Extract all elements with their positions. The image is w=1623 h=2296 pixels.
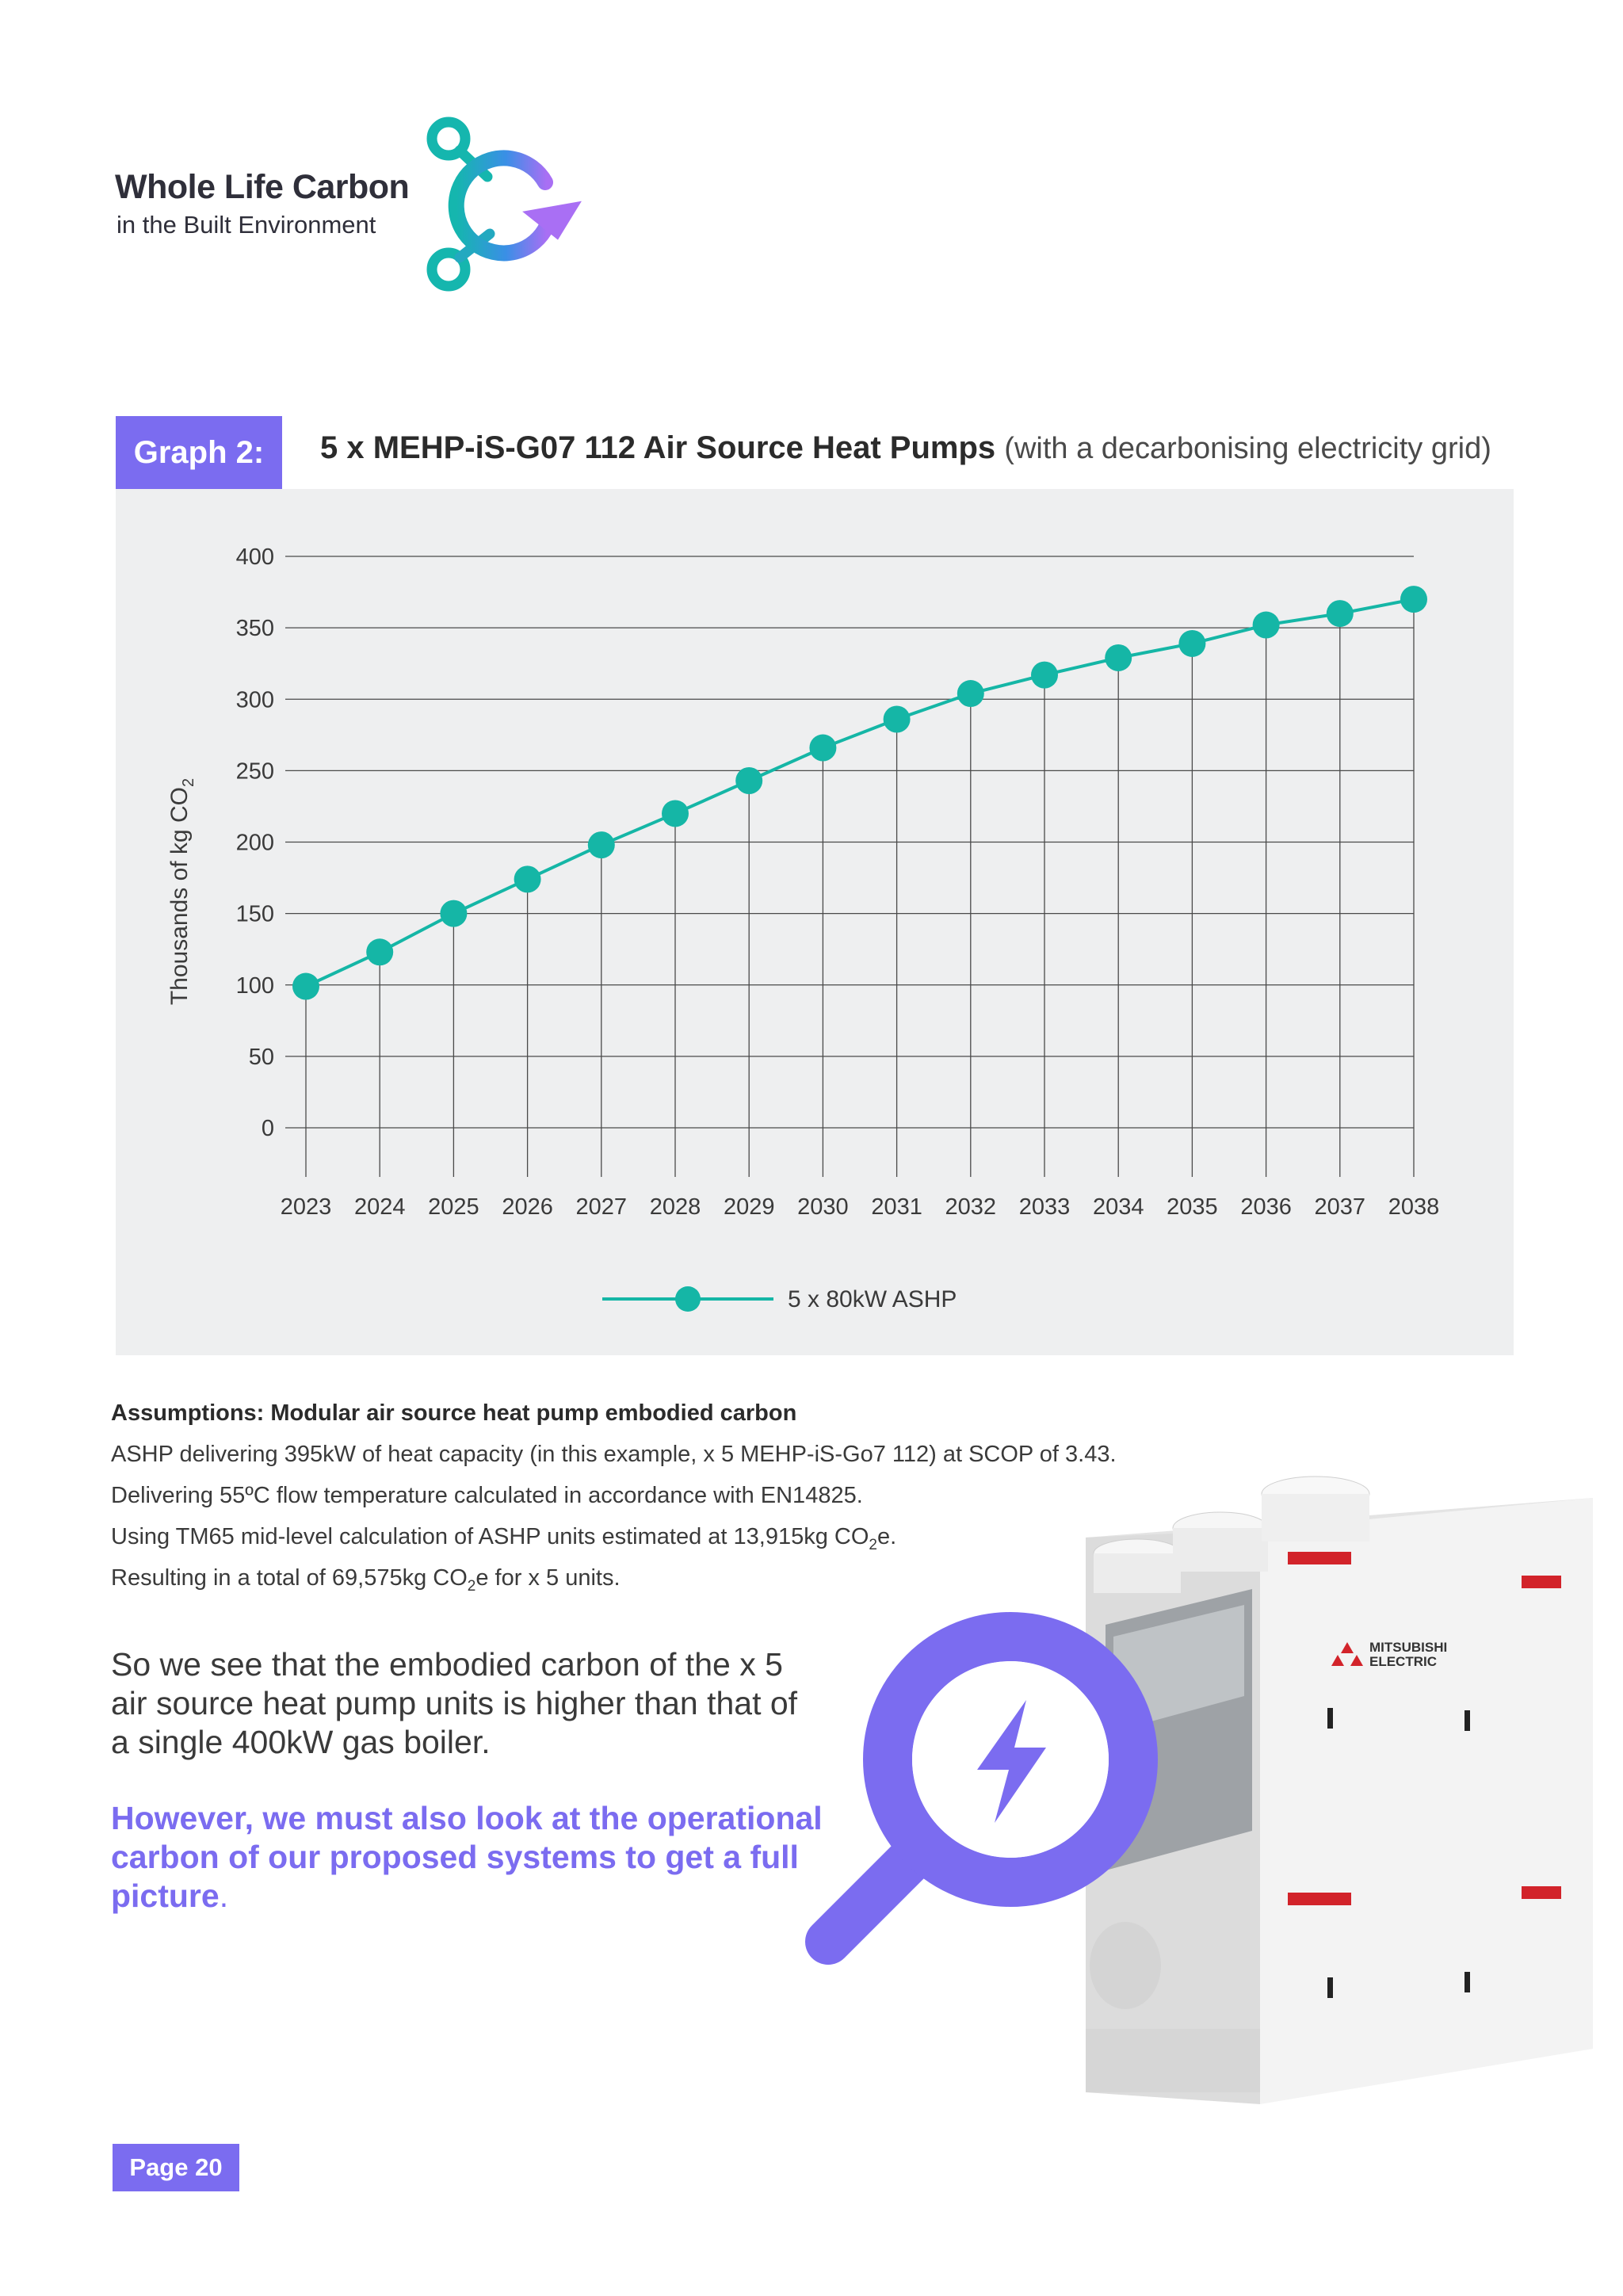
summary-text: So we see that the embodied carbon of the x 5 air source heat pump units is higher than that of a single 400kW gas boiler. [111,1646,798,1760]
x-tick-label: 2025 [428,1194,479,1220]
y-tick-label: 200 [235,830,274,856]
legend-marker [675,1286,701,1312]
logo-subtitle: in the Built Environment [116,211,376,239]
data-point [1253,612,1280,639]
y-tick-label: 350 [235,616,274,642]
graph-tag: Graph 2: [116,416,282,489]
line-chart [116,489,1514,1355]
x-tick-label: 2034 [1092,1194,1144,1220]
svg-text:MITSUBISHI: MITSUBISHI [1369,1640,1448,1655]
data-point [366,938,393,965]
y-tick-label: 250 [235,758,274,785]
assumption-line-3: Using TM65 mid-level calculation of ASHP units estimated at 13,915kg $CO_2e$. [111,1524,897,1553]
assumption-line-4: Resulting in a total of 69,575kg $CO_2e$ for x 5 units. [111,1565,621,1595]
data-point [588,831,615,858]
data-point [1400,586,1427,613]
x-tick-label: 2030 [797,1194,849,1220]
data-point [514,865,541,892]
x-tick-label: 2033 [1018,1194,1071,1220]
chart-panel [116,489,1514,1355]
y-axis-label: Thousands of kg $CO_2$ [166,777,197,1006]
heat-pump-unit [1086,1477,1593,2104]
x-tick-label: 2027 [575,1194,628,1220]
x-tick-label: 2031 [871,1194,922,1220]
chart-legend [602,1286,957,1312]
graph-title-sub: (with a decarbonising electricity grid) [1004,432,1491,465]
data-point [662,800,689,827]
x-tick-label: 2026 [502,1194,553,1220]
x-tick-label: 2038 [1388,1194,1440,1220]
data-point [1327,600,1354,627]
x-tick-label: 2029 [723,1194,775,1220]
y-tick-label: 150 [235,901,274,927]
assumption-line-1: ASHP delivering 395kW of heat capacity (in this example, x 5 MEHP-iS-Go7 112) at SCOP of 3.43. [111,1442,1117,1467]
y-tick-label: 50 [248,1044,274,1070]
x-tick-label: 2035 [1167,1194,1218,1220]
assumption-line-2: Delivering 55ºC flow temperature calculated in accordance with EN14825. [111,1483,863,1508]
graph-title [320,430,1491,466]
graph-title-main: 5 x MEHP-iS-G07 112 Air Source Heat Pumps [320,430,996,465]
x-tick-label: 2024 [353,1194,406,1220]
data-point [440,900,467,927]
logo-title: Whole Life Carbon [115,168,410,206]
y-tick-label: 0 [261,1116,274,1141]
svg-text:ELECTRIC: ELECTRIC [1369,1654,1437,1669]
x-tick-label: 2032 [945,1194,997,1220]
y-tick-label: 400 [235,544,274,570]
assumptions-heading: Assumptions: Modular air source heat pump embodied carbon [111,1400,797,1426]
page-number-badge: Page 20 [113,2144,239,2191]
data-point [957,680,984,707]
y-tick-label: 300 [235,687,274,713]
series-line [306,599,1414,986]
data-point [1031,662,1058,689]
y-tick-label: 100 [235,972,274,999]
data-point [292,973,319,1000]
highlight-text: However, we must also look at the operational carbon of our proposed systems to get a full picture. [111,1800,823,1914]
x-tick-label: 2028 [649,1194,701,1220]
data-point [884,705,911,732]
x-tick-label: 2037 [1314,1194,1366,1220]
x-tick-label: 2036 [1240,1194,1292,1220]
data-point [1178,630,1205,657]
heat-pump-illustration [800,1458,1617,2124]
legend-label: 5 x 80kW ASHP [788,1286,957,1312]
data-point [735,767,762,794]
carbon-cycle-logo-icon [412,107,594,297]
x-tick-label: 2023 [280,1194,332,1220]
data-point [1105,644,1132,671]
data-point [809,735,836,762]
